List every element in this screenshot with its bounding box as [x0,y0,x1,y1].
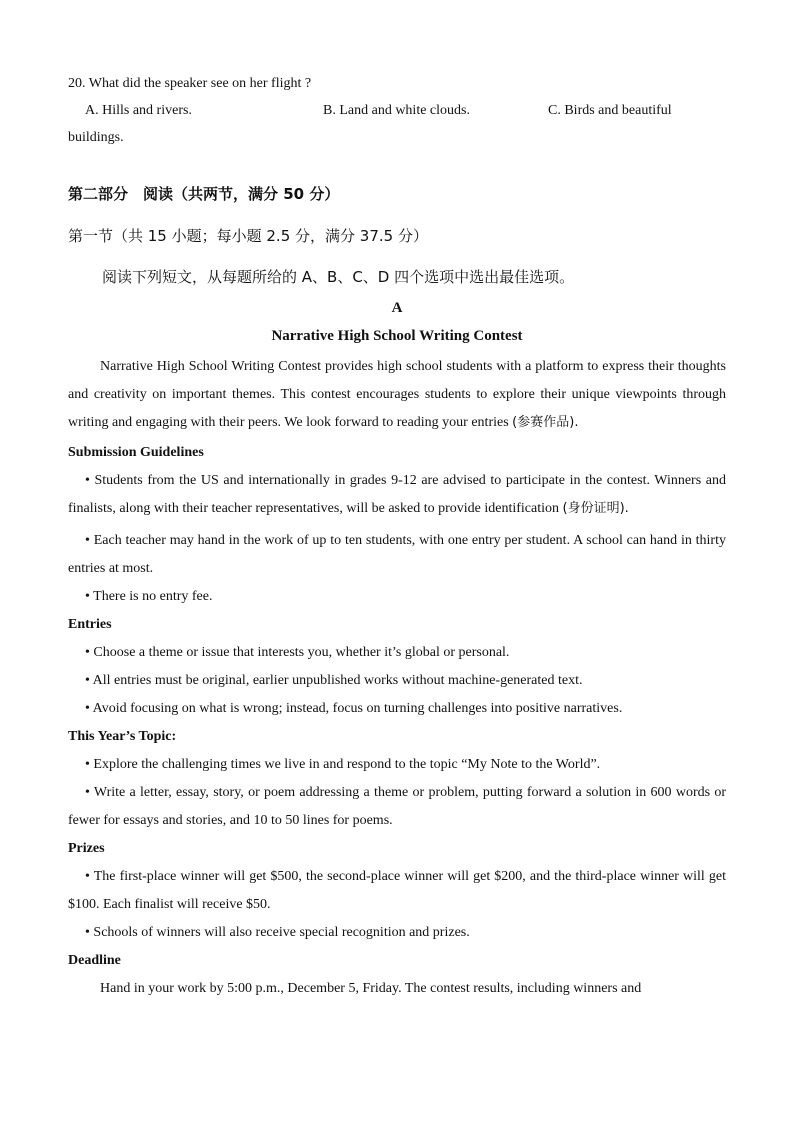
option-c-continuation: buildings. [68,130,124,145]
prizes-bullet-2: • Schools of winners will also receive special recognition and prizes. [85,925,470,940]
subsection-title: 第一节（共 15 小题；每小题 2.5 分，满分 37.5 分） [68,227,428,245]
passage-letter: A [391,300,403,316]
option-c: C. Birds and beautiful [548,103,672,118]
passage-title: Narrative High School Writing Contest [271,328,523,344]
submission-bullet-2: • Each teacher may hand in the work of up to ten students, with one entry per student. A school can hand in thirty entries at most. [68,533,726,576]
prizes-bullet-1: • The first-place winner will get $500, the second-place winner will get $200, and the third-place winner will get $100. Each finalist will receive $50. [68,869,726,912]
submission-bullet-1 [68,467,726,523]
topic-heading: This Year’s Topic: [68,729,177,744]
entries-bullet-1: • Choose a theme or issue that interests you, whether it’s global or personal. [85,645,510,660]
topic-bullet-1: • Explore the challenging times we live in and respond to the topic “My Note to the World”. [85,757,601,772]
reading-instruction: 阅读下列短文，从每题所给的 A、B、C、D 四个选项中选出最佳选项。 [102,268,575,286]
submission-cn-note: (身份证明). [562,501,629,516]
entries-bullet-3: • Avoid focusing on what is wrong; instead, focus on turning challenges into positive narratives. [85,701,623,716]
intro-cn-note: (参赛作品). [512,415,579,430]
prizes-heading: Prizes [68,841,105,856]
submission-bullet-1-text: • Students from the US and internationally in grades 9-12 are advised to participate in the contest. Winners and finalists, along with their teacher representatives, will be asked to provide identification [68,473,726,516]
intro-paragraph [68,353,726,437]
section-title: 第二部分 阅读（共两节，满分 50 分） [68,185,340,203]
question-20-options [68,97,726,124]
deadline-heading: Deadline [68,953,121,968]
submission-heading: Submission Guidelines [68,445,204,460]
entries-heading: Entries [68,617,112,632]
question-20 [68,70,726,151]
option-b: B. Land and white clouds. [323,103,470,118]
entries-bullet-2: • All entries must be original, earlier unpublished works without machine-generated text. [85,673,583,688]
deadline-text: Hand in your work by 5:00 p.m., December 5, Friday. The contest results, including winners and [100,981,642,996]
submission-bullet-3: • There is no entry fee. [85,589,213,604]
passage-body [68,353,726,1003]
option-a: A. Hills and rivers. [85,103,192,118]
question-20-stem: 20. What did the speaker see on her flight ? [68,76,312,91]
intro-text: Narrative High School Writing Contest provides high school students with a platform to express their thoughts and creativity on important themes. This contest encourages students to explore their unique viewpoints through writing and engaging with their peers. We look forward to reading your entries [68,359,726,430]
topic-bullet-2: • Write a letter, essay, story, or poem addressing a theme or problem, putting forward a solution in 600 words or fewer for essays and stories, and 10 to 50 lines for poems. [68,785,726,828]
